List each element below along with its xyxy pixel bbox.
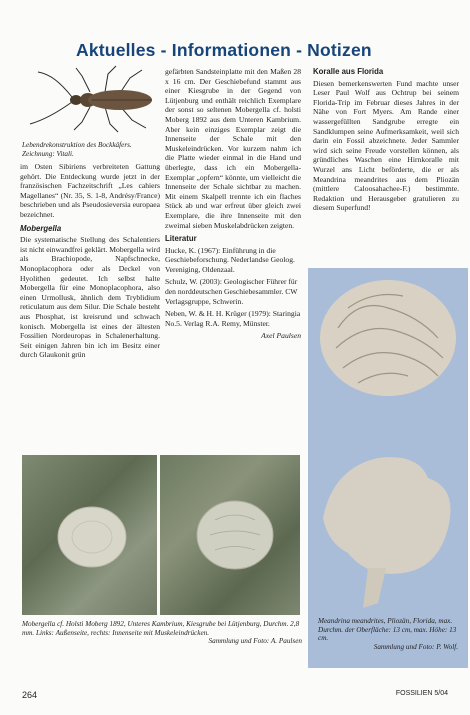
fossil-photo-outer bbox=[22, 455, 157, 615]
coral-photo bbox=[308, 268, 468, 668]
fossil-credit: Sammlung und Foto: A. Paulsen bbox=[208, 637, 302, 646]
paragraph-mobergella: Die systematische Stellung des Schalentiers ist nicht einwandfrei geklärt. Mobergella wird als Brachiopode, Napfschnecke, Monoplacophora oder als Deckel von Hyolithen gedeutet. Ich selbst halte Mobergella für eine Monoplacophora, also einen Urmollusk, ähnlich dem Tryblidium reticulatum aus dem Silur. Die Schale besteht aus Phosphat, ist kreisrund und schwach konisch. Mobergella ist eines der ältesten Fossilien Nordeuropas in Schalenerhaltung. Seit einigen Jahren bin ich im Besitz einer durch Glaukonit grün bbox=[20, 235, 160, 360]
author-signature: Axel Paulsen bbox=[261, 331, 301, 341]
fossil-photo-inner bbox=[160, 455, 300, 615]
fossil-caption-text: Mobergella cf. Holsti Moberg 1892, Unteres Kambrium, Kiesgrube bei Lütjenburg, Durchm. 2,8 mm. Links: Außenseite, rechts: Innenseite mit Muskeleindrücken. bbox=[22, 620, 300, 637]
reference-item: Neben, W. & H. H. Krüger (1979): Staringia No.5. Verlag R.A. Remy, Münster. bbox=[165, 309, 301, 328]
coral-drawing bbox=[308, 268, 468, 668]
paragraph: im Osten Sibiriens verbreiteten Gattung gehört. Die Entdeckung wurde jetzt in der französischen Fachzeitschrift „Les cahiers Magellanes“ (Nr. 35, S. 1-8, Andrésy/France) beschrieben und als Pseudosieversia europaea bezeichnet. bbox=[20, 162, 160, 219]
coral-caption-text: Meandrina meandrites, Pliozän, Florida, max. Durchm. der Oberfläche: 13 cm, max. Höhe: 13 cm. bbox=[318, 617, 457, 643]
page-title: Aktuelles - Informationen - Notizen bbox=[76, 40, 372, 60]
section-heading-koralle: Koralle aus Florida bbox=[313, 67, 384, 76]
fossil-outer-drawing bbox=[22, 455, 157, 615]
column-3 bbox=[313, 67, 459, 216]
section-heading-mobergella: Mobergella bbox=[20, 223, 62, 233]
paragraph-koralle: Diesen bemerkenswerten Fund machte unser Leser Paul Wolf aus Ochtrup bei seinem Florida-Trip im Februar dieses Jahres in der Nähe von Fort Myers. Am Rande einer wassergefüllten Sandgrube erregte ein Sandklumpen seine Aufmerksamkeit, weil sich darin ein Fossil abzeichnete. Jeder Sammler wird sich seine Freude vorstellen können, als gründliches Waschen eine Hirnkoralle mit Wurzel ans Licht beförderte, die er als Meandrina meandrites aus dem Pliozän (mittlere Caloosahachee-F.) bestimmte. Redaktion und Herausgeber gratulieren zu diesem Superfund! bbox=[313, 78, 459, 213]
column-1 bbox=[20, 150, 160, 363]
paragraph-col2: gefärbten Sandsteinplatte mit den Maßen 28 x 16 cm. Der Geschiebefund stammt aus einer Kiesgrube in der Gegend von Lütjenburg und enthält reichlich Exemplare der sonst so seltenen Mobergella cf. holsti Moberg 1892 aus dem Unteren Kambrium. Aber kein einziges Exemplar zeigt die Innenseite der Schale mit den Muskeleindrücken. Vor kurzem nahm ich die Platte wieder einmal in die Hand und überlegte, dass ich ein Mobergella-Exemplar „opfern“ könnte, um vielleicht die Innenseite der Schale sichtbar zu machen. Mit einem Skalpell trennte ich ein flaches Stück ab und war erfreut über gleich zwei Exemplare, die ihre Innenseite mit den zweimal sieben Muskelabdrücken zeigten. bbox=[165, 67, 301, 230]
coral-caption bbox=[318, 617, 458, 651]
beetle-caption: Lebendrekonstruktion des Bockkäfers. Zeichnung: Vitali. bbox=[22, 141, 132, 158]
coral-credit: Sammlung und Foto: P. Wolf. bbox=[373, 642, 458, 651]
fossil-caption bbox=[22, 620, 302, 646]
beetle-drawing bbox=[20, 62, 165, 137]
journal-footer: FOSSILIEN 5/04 bbox=[395, 690, 448, 697]
page-number: 264 bbox=[22, 690, 38, 700]
section-heading-literatur: Literatur bbox=[165, 234, 197, 244]
beetle-illustration bbox=[20, 62, 165, 137]
reference-item: Schulz, W. (2003): Geologischer Führer für den norddeutschen Geschiebesammler. CW Verlagsgruppe, Schwerin. bbox=[165, 277, 298, 306]
reference-item: Hucke, K. (1967): Einführung in die Geschiebeforschung. Nederlandse Geolog. Vereniging, Oldenzaal. bbox=[165, 245, 295, 274]
fossil-inner-drawing bbox=[160, 455, 300, 615]
column-2 bbox=[165, 67, 301, 341]
